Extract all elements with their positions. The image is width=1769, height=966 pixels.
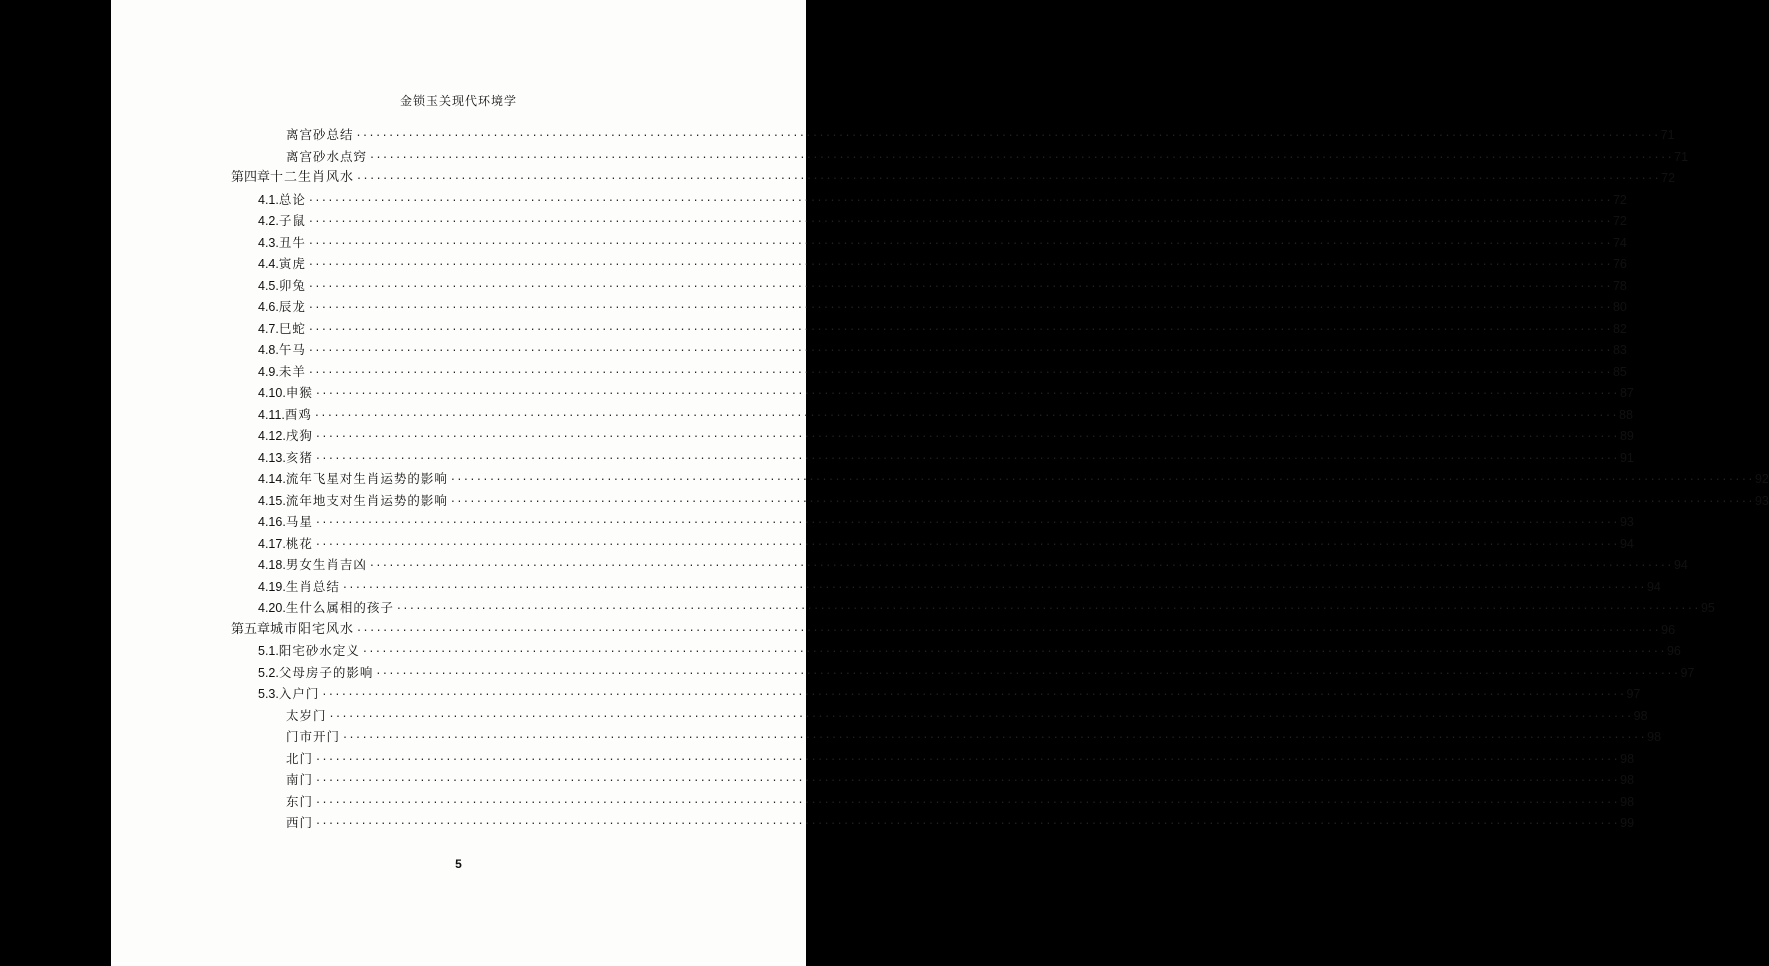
toc-entry-page: 98 — [1633, 708, 1648, 723]
toc-entry-title: 东门 — [286, 793, 314, 809]
toc-entry-page: 98 — [1647, 730, 1662, 744]
toc-entry[interactable] — [286, 768, 1635, 788]
toc-entry-title: 流年地支对生肖运势的影响 — [285, 492, 448, 508]
toc-entry[interactable] — [258, 575, 1661, 595]
toc-chapter-entry[interactable] — [231, 618, 1676, 638]
toc-entry[interactable] — [258, 188, 1627, 208]
toc-entry-page: 92 — [1754, 472, 1769, 486]
toc-entry-number: 4.14. — [258, 472, 286, 486]
toc-entry-number: 4.3. — [258, 235, 279, 250]
dot-leader: ........................................................................................................................................................................................................ — [369, 149, 1674, 161]
toc-entry-page: 95 — [1700, 601, 1715, 615]
toc-entry-page: 82 — [1612, 321, 1627, 336]
toc-entry-page: 93 — [1754, 493, 1769, 508]
toc-entry-number: 5.1. — [258, 644, 279, 658]
toc-entry-title: 生什么属相的孩子 — [285, 600, 394, 615]
dot-leader: ........................................................................................................................................................................................................ — [321, 687, 1626, 698]
toc-entry-page: 72 — [1612, 192, 1627, 207]
dot-leader: ........................................................................................................................................................................................................ — [315, 794, 1620, 806]
toc-entry-number: 4.11. — [258, 407, 285, 422]
toc-entry-title: 酉鸡 — [284, 406, 312, 422]
toc-entry[interactable] — [258, 467, 1769, 487]
toc-entry-page: 93 — [1619, 515, 1634, 529]
toc-entry-title: 北门 — [286, 750, 314, 766]
toc-entry-title: 辰龙 — [278, 299, 306, 314]
toc-chapter-entry[interactable] — [231, 166, 1676, 186]
toc-entry[interactable] — [258, 209, 1627, 229]
dot-leader: ........................................................................................................................................................................................................ — [341, 579, 1646, 591]
toc-entry-number: 4.20. — [258, 601, 286, 615]
toc-entry[interactable] — [258, 489, 1769, 509]
toc-entry-page: 76 — [1612, 257, 1627, 271]
dot-leader: ........................................................................................................................................................................................................ — [356, 622, 1661, 634]
dot-leader: ........................................................................................................................................................................................................ — [315, 773, 1620, 784]
toc-entry-page: 85 — [1612, 364, 1627, 379]
toc-entry-title: 午马 — [278, 342, 306, 357]
toc-entry[interactable] — [258, 424, 1634, 444]
toc-entry-title: 太岁门 — [286, 707, 327, 723]
toc-entry[interactable] — [258, 446, 1634, 466]
toc-entry-page: 96 — [1666, 644, 1681, 658]
toc-entry-title: 子鼠 — [278, 213, 306, 228]
toc-entry[interactable] — [286, 747, 1635, 767]
toc-entry[interactable] — [286, 811, 1635, 831]
toc-entry-number: 4.7. — [258, 321, 279, 336]
toc-entry[interactable] — [258, 596, 1715, 616]
dot-leader: ........................................................................................................................................................................................................ — [315, 816, 1620, 827]
dot-leader: ........................................................................................................................................................................................................ — [314, 536, 1619, 548]
toc-entry-title: 父母房子的影响 — [278, 664, 374, 680]
toc-entry-number: 4.16. — [258, 515, 286, 529]
toc-entry-page: 71 — [1660, 128, 1675, 142]
toc-entry-number: 4.5. — [258, 278, 279, 293]
dot-leader: ........................................................................................................................................................................................................ — [375, 665, 1680, 677]
toc-entry-title: 寅虎 — [278, 256, 306, 271]
dot-leader: ........................................................................................................................................................................................................ — [361, 644, 1666, 655]
toc-entry[interactable] — [258, 510, 1634, 530]
toc-entry[interactable] — [258, 231, 1627, 251]
toc-entry-page: 94 — [1646, 579, 1661, 594]
toc-entry-page: 87 — [1619, 386, 1634, 400]
toc-entry-title: 未羊 — [278, 363, 306, 379]
toc-entry-number: 4.6. — [258, 300, 279, 314]
dot-leader: ........................................................................................................................................................................................................ — [307, 278, 1612, 290]
toc-entry-number: 4.1. — [258, 192, 279, 207]
dot-leader: ........................................................................................................................................................................................................ — [307, 235, 1612, 247]
toc-entry-number: 5.2. — [258, 665, 279, 680]
dot-leader: ........................................................................................................................................................................................................ — [314, 450, 1619, 462]
toc-entry[interactable] — [286, 145, 1689, 165]
toc-entry[interactable] — [286, 123, 1675, 143]
dot-leader: ........................................................................................................................................................................................................ — [307, 300, 1612, 311]
toc-entry-page: 74 — [1612, 235, 1627, 250]
toc-entry-number: 第五章 — [231, 621, 271, 637]
dot-leader: ........................................................................................................................................................................................................ — [395, 601, 1700, 612]
toc-entry[interactable] — [258, 661, 1695, 681]
toc-entry-page: 96 — [1661, 622, 1676, 637]
toc-entry-number: 4.9. — [258, 364, 279, 379]
toc-entry[interactable] — [258, 295, 1627, 315]
toc-entry-title: 阳宅砂水定义 — [278, 643, 360, 658]
toc-entry-number: 4.19. — [258, 579, 286, 594]
toc-entry-page: 91 — [1619, 450, 1634, 465]
dot-leader: ........................................................................................................................................................................................................ — [368, 558, 1673, 569]
document-page — [111, 0, 1769, 966]
toc-entry-title: 入户门 — [278, 686, 320, 701]
toc-entry-page: 83 — [1612, 343, 1627, 357]
toc-entry[interactable] — [286, 790, 1635, 810]
dot-leader: ........................................................................................................................................................................................................ — [307, 192, 1612, 204]
toc-entry-number: 4.12. — [258, 429, 286, 443]
toc-entry[interactable] — [258, 639, 1681, 659]
toc-entry-page: 89 — [1619, 429, 1634, 443]
toc-entry-title: 离宫砂水点窍 — [286, 148, 368, 164]
running-header: 金锁玉关现代环境学 — [399, 94, 517, 108]
dot-leader: ........................................................................................................................................................................................................ — [315, 751, 1620, 763]
toc-entry-page: 98 — [1620, 773, 1635, 787]
toc-entry-number: 4.4. — [258, 257, 279, 271]
toc-entry-title: 南门 — [286, 772, 314, 787]
toc-entry-page: 72 — [1661, 171, 1676, 185]
toc-entry[interactable] — [258, 381, 1634, 401]
toc-entry-title: 生肖总结 — [285, 578, 340, 594]
toc-entry-title: 马星 — [285, 514, 313, 529]
toc-entry-page: 71 — [1674, 149, 1689, 164]
dot-leader: ........................................................................................................................................................................................................ — [328, 708, 1633, 720]
toc-entry-title: 桃花 — [285, 535, 313, 551]
toc-entry-title: 流年飞星对生肖运势的影响 — [285, 471, 448, 486]
dot-leader: ........................................................................................................................................................................................................ — [314, 429, 1619, 440]
toc-entry-title: 城市阳宅风水 — [270, 621, 355, 637]
dot-leader: ........................................................................................................................................................................................................ — [307, 343, 1612, 354]
toc-entry-title: 离宫砂总结 — [286, 127, 354, 142]
dot-leader: ........................................................................................................................................................................................................ — [307, 364, 1612, 376]
toc-entry-number: 4.15. — [258, 493, 286, 508]
toc-entry[interactable] — [258, 532, 1634, 552]
toc-entry-title: 男女生肖吉凶 — [285, 557, 367, 572]
toc-entry-title: 卯兔 — [278, 277, 306, 293]
page-number: 5 — [455, 857, 462, 871]
toc-entry-title: 总论 — [278, 191, 306, 207]
toc-entry-page: 94 — [1673, 558, 1688, 572]
dot-leader: ........................................................................................................................................................................................................ — [313, 407, 1618, 419]
toc-entry-page: 98 — [1620, 794, 1635, 809]
toc-entry-number: 4.2. — [258, 214, 279, 228]
toc-entry-number: 4.13. — [258, 450, 286, 465]
toc-entry-number: 4.17. — [258, 536, 286, 551]
toc-entry[interactable] — [286, 725, 1662, 745]
toc-entry-title: 十二生肖风水 — [270, 170, 355, 185]
toc-entry-page: 78 — [1612, 278, 1627, 293]
toc-entry-number: 4.8. — [258, 343, 279, 357]
toc-entry-title: 巳蛇 — [278, 320, 306, 336]
toc-entry-page: 72 — [1612, 214, 1627, 228]
toc-entry-page: 94 — [1619, 536, 1634, 551]
toc-entry-number: 4.10. — [258, 386, 286, 400]
toc-entry[interactable] — [258, 338, 1627, 358]
dot-leader: ........................................................................................................................................................................................................ — [314, 386, 1619, 397]
toc-entry[interactable] — [258, 553, 1688, 573]
toc-entry[interactable] — [258, 274, 1627, 294]
toc-entry[interactable] — [286, 704, 1648, 724]
dot-leader: ........................................................................................................................................................................................................ — [307, 214, 1612, 225]
toc-entry-title: 申猴 — [285, 385, 313, 400]
toc-entry[interactable] — [258, 682, 1641, 702]
toc-entry-title: 丑牛 — [278, 234, 306, 250]
dot-leader: ........................................................................................................................................................................................................ — [449, 472, 1754, 483]
toc-entry-title: 西门 — [286, 815, 314, 830]
toc-entry-page: 97 — [1626, 687, 1641, 701]
dot-leader: ........................................................................................................................................................................................................ — [449, 493, 1754, 505]
toc-entry-page: 88 — [1619, 407, 1633, 422]
toc-entry-page: 99 — [1620, 816, 1635, 830]
dot-leader: ........................................................................................................................................................................................................ — [314, 515, 1619, 526]
toc-entry-page: 80 — [1612, 300, 1627, 314]
toc-entry-page: 98 — [1620, 751, 1635, 766]
toc-entry-number: 4.18. — [258, 558, 286, 572]
dot-leader: ........................................................................................................................................................................................................ — [355, 128, 1660, 139]
toc-entry-title: 戌狗 — [285, 428, 313, 443]
toc-entry-title: 亥猪 — [285, 449, 313, 465]
toc-entry[interactable] — [258, 403, 1633, 423]
toc-entry[interactable] — [258, 252, 1627, 272]
dot-leader: ........................................................................................................................................................................................................ — [342, 730, 1647, 741]
toc-entry-title: 门市开门 — [286, 729, 341, 744]
toc-entry-number: 第四章 — [231, 170, 271, 185]
toc-entry-number: 5.3. — [258, 687, 279, 701]
dot-leader: ........................................................................................................................................................................................................ — [356, 171, 1661, 182]
dot-leader: ........................................................................................................................................................................................................ — [307, 321, 1612, 333]
toc-entry-page: 97 — [1680, 665, 1695, 680]
toc-entry[interactable] — [258, 360, 1627, 380]
toc-entry[interactable] — [258, 317, 1627, 337]
dot-leader: ........................................................................................................................................................................................................ — [307, 257, 1612, 268]
